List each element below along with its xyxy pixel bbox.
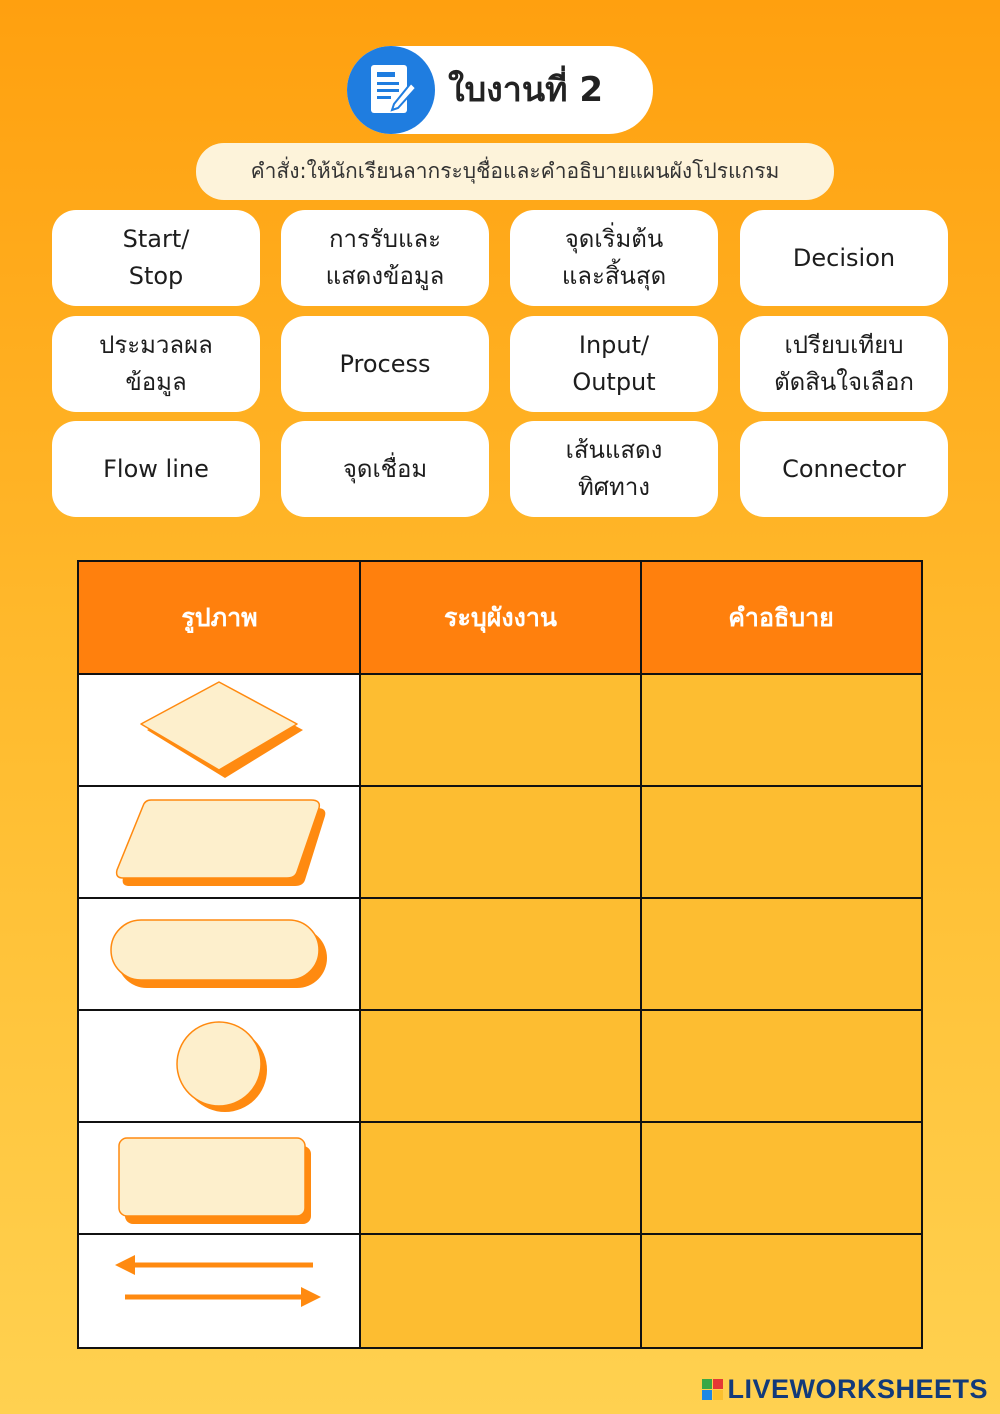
document-edit-icon xyxy=(347,46,435,134)
description-drop-zone[interactable] xyxy=(641,674,921,786)
table-divider xyxy=(79,785,921,787)
header-description: คำอธิบาย xyxy=(641,562,921,674)
table-divider xyxy=(79,673,921,675)
name-drop-zone[interactable] xyxy=(360,1010,641,1122)
description-drop-zone[interactable] xyxy=(641,898,921,1010)
header-image: รูปภาพ xyxy=(79,562,360,674)
table-row-shape-cell xyxy=(79,1122,360,1234)
word-card[interactable]: Connector xyxy=(740,421,948,517)
table-divider xyxy=(79,1233,921,1235)
table-divider xyxy=(79,897,921,899)
table-row-shape-cell xyxy=(79,786,360,898)
word-card[interactable]: เปรียบเทียบ ตัดสินใจเลือก xyxy=(740,316,948,412)
name-drop-zone[interactable] xyxy=(360,1122,641,1234)
table-divider xyxy=(79,1121,921,1123)
word-card[interactable]: จุดเริ่มต้น และสิ้นสุด xyxy=(510,210,718,306)
circle-shape-icon xyxy=(79,1010,360,1122)
instruction-text: คำสั่ง:ให้นักเรียนลากระบุชื่อและคำอธิบายแผนผังโปรแกรม xyxy=(196,143,834,200)
name-drop-zone[interactable] xyxy=(360,898,641,1010)
liveworksheets-logo-icon xyxy=(702,1379,723,1400)
word-card[interactable]: Flow line xyxy=(52,421,260,517)
arrows-shape-icon xyxy=(79,1234,360,1347)
word-card[interactable]: ประมวลผล ข้อมูล xyxy=(52,316,260,412)
name-drop-zone[interactable] xyxy=(360,786,641,898)
table-divider xyxy=(359,562,361,1347)
description-drop-zone[interactable] xyxy=(641,1010,921,1122)
word-card[interactable]: Process xyxy=(281,316,489,412)
rectangle-shape-icon xyxy=(79,1122,360,1234)
word-card[interactable]: จุดเชื่อม xyxy=(281,421,489,517)
description-drop-zone[interactable] xyxy=(641,786,921,898)
page-title: ใบงานที่ 2 xyxy=(448,70,604,110)
table-divider xyxy=(79,1009,921,1011)
terminal-shape-icon xyxy=(79,898,360,1010)
name-drop-zone[interactable] xyxy=(360,674,641,786)
table-row-shape-cell xyxy=(79,1010,360,1122)
word-card[interactable]: Input/ Output xyxy=(510,316,718,412)
description-drop-zone[interactable] xyxy=(641,1122,921,1234)
description-drop-zone[interactable] xyxy=(641,1234,921,1347)
name-drop-zone[interactable] xyxy=(360,1234,641,1347)
diamond-shape-icon xyxy=(79,674,360,786)
word-card[interactable]: Decision xyxy=(740,210,948,306)
table-row-shape-cell xyxy=(79,1234,360,1347)
table-row-shape-cell xyxy=(79,898,360,1010)
liveworksheets-brand xyxy=(702,1372,988,1406)
word-card[interactable]: เส้นแสดง ทิศทาง xyxy=(510,421,718,517)
flowchart-table xyxy=(77,560,923,1349)
table-row-shape-cell xyxy=(79,674,360,786)
brand-name: LIVEWORKSHEETS xyxy=(727,1373,988,1404)
table-divider xyxy=(640,562,642,1347)
header-flowchart-name: ระบุผังงาน xyxy=(360,562,641,674)
word-card[interactable]: Start/ Stop xyxy=(52,210,260,306)
parallelogram-shape-icon xyxy=(79,786,360,898)
word-card[interactable]: การรับและ แสดงข้อมูล xyxy=(281,210,489,306)
